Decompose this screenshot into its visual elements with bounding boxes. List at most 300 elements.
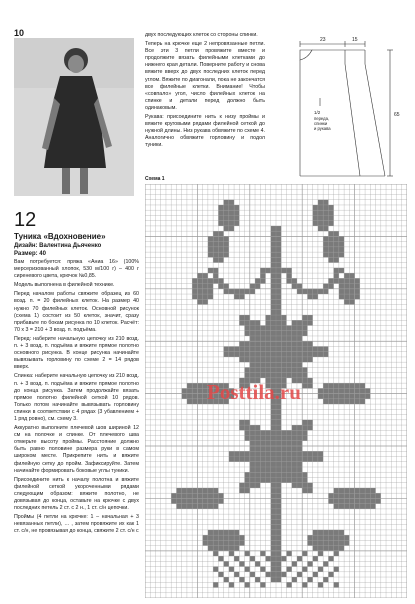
filled-cell — [292, 336, 297, 341]
filled-cell — [213, 488, 218, 493]
filled-cell — [239, 451, 244, 456]
filled-cell — [224, 242, 229, 247]
filled-cell — [250, 430, 255, 435]
filled-cell — [334, 546, 339, 551]
filled-cell — [271, 457, 276, 462]
filled-cell — [297, 467, 302, 472]
filled-cell — [208, 236, 213, 241]
filled-cell — [271, 409, 276, 414]
filled-cell — [339, 504, 344, 509]
filled-cell — [213, 257, 218, 262]
filled-cell — [344, 535, 349, 540]
filled-cell — [339, 268, 344, 273]
filled-cell — [197, 299, 202, 304]
filled-cell — [208, 242, 213, 247]
filled-cell — [213, 273, 218, 278]
filled-cell — [245, 436, 250, 441]
filled-cell — [224, 210, 229, 215]
filled-cell — [176, 498, 181, 503]
filled-cell — [339, 493, 344, 498]
filled-cell — [328, 399, 333, 404]
filled-cell — [171, 493, 176, 498]
filled-cell — [307, 577, 312, 582]
filled-cell — [286, 357, 291, 362]
filled-cell — [328, 215, 333, 220]
filled-cell — [229, 451, 234, 456]
schema-note-1: переда, — [314, 116, 330, 121]
filled-cell — [239, 346, 244, 351]
filled-cell — [334, 278, 339, 283]
filled-cell — [281, 477, 286, 482]
filled-cell — [286, 457, 291, 462]
filled-cell — [218, 231, 223, 236]
filled-cell — [276, 320, 281, 325]
filled-cell — [213, 252, 218, 257]
filled-cell — [239, 535, 244, 540]
filled-cell — [318, 215, 323, 220]
filled-cell — [276, 310, 281, 315]
filled-cell — [203, 493, 208, 498]
filled-cell — [297, 336, 302, 341]
filled-cell — [260, 472, 265, 477]
filled-cell — [297, 289, 302, 294]
filled-cell — [234, 530, 239, 535]
filled-cell — [271, 451, 276, 456]
filled-cell — [302, 383, 307, 388]
filled-cell — [276, 572, 281, 577]
filled-cell — [260, 582, 265, 587]
filled-cell — [276, 577, 281, 582]
filled-cell — [250, 467, 255, 472]
filled-cell — [281, 556, 286, 561]
filled-cell — [203, 488, 208, 493]
filled-cell — [218, 498, 223, 503]
filled-cell — [334, 535, 339, 540]
filled-cell — [276, 446, 281, 451]
filled-cell — [192, 493, 197, 498]
filled-cell — [307, 420, 312, 425]
filled-cell — [339, 294, 344, 299]
filled-cell — [239, 289, 244, 294]
filled-cell — [276, 331, 281, 336]
filled-cell — [208, 504, 213, 509]
filled-cell — [360, 388, 365, 393]
filled-cell — [281, 362, 286, 367]
filled-cell — [276, 315, 281, 320]
pattern-number: 12 — [14, 209, 37, 231]
filled-cell — [328, 257, 333, 262]
filled-cell — [255, 284, 260, 289]
filled-cell — [323, 561, 328, 566]
filled-cell — [218, 530, 223, 535]
filled-cell — [229, 457, 234, 462]
filled-cell — [323, 247, 328, 252]
filled-cell — [266, 315, 271, 320]
filled-cell — [271, 310, 276, 315]
filled-cell — [281, 373, 286, 378]
filled-cell — [276, 352, 281, 357]
filled-cell — [334, 567, 339, 572]
filled-cell — [224, 236, 229, 241]
schema-note-2: спинки — [314, 121, 328, 126]
filled-cell — [245, 320, 250, 325]
filled-cell — [349, 394, 354, 399]
filled-cell — [318, 546, 323, 551]
filled-cell — [276, 362, 281, 367]
filled-cell — [334, 388, 339, 393]
filled-cell — [255, 483, 260, 488]
filled-cell — [281, 436, 286, 441]
filled-cell — [245, 472, 250, 477]
filled-cell — [271, 373, 276, 378]
filled-cell — [250, 436, 255, 441]
filled-cell — [344, 504, 349, 509]
filled-cell — [271, 483, 276, 488]
filled-cell — [302, 488, 307, 493]
filled-cell — [281, 357, 286, 362]
filled-cell — [276, 514, 281, 519]
filled-cell — [328, 242, 333, 247]
filled-cell — [297, 352, 302, 357]
filled-cell — [313, 546, 318, 551]
filled-cell — [271, 352, 276, 357]
filled-cell — [318, 582, 323, 587]
filled-cell — [271, 540, 276, 545]
filled-cell — [328, 221, 333, 226]
filled-cell — [197, 278, 202, 283]
filled-cell — [313, 457, 318, 462]
filled-cell — [250, 320, 255, 325]
filled-cell — [328, 247, 333, 252]
filled-cell — [276, 336, 281, 341]
filled-cell — [334, 252, 339, 257]
filled-cell — [239, 352, 244, 357]
filled-cell — [349, 504, 354, 509]
filled-cell — [355, 388, 360, 393]
filled-cell — [281, 336, 286, 341]
filled-cell — [271, 257, 276, 262]
filled-cell — [271, 493, 276, 498]
filled-cell — [266, 462, 271, 467]
filled-cell — [245, 451, 250, 456]
corners-paragraph: Присоедините нить к началу полотна и вяжите филейной сеткой укороченными рядами следующим образом: вяжите полотно, не довязывая до конца, оставьте на крючке с двух последних петель 2 ст. с 2 н., 1 ст. с/н цепочки. — [14, 476, 139, 512]
filled-cell — [339, 535, 344, 540]
filled-cell — [192, 399, 197, 404]
filled-cell — [245, 420, 250, 425]
filled-cell — [297, 331, 302, 336]
filled-cell — [297, 572, 302, 577]
filled-cell — [286, 268, 291, 273]
filled-cell — [203, 498, 208, 503]
filled-cell — [281, 315, 286, 320]
filled-cell — [224, 346, 229, 351]
filled-cell — [349, 273, 354, 278]
filled-cell — [334, 493, 339, 498]
model-photo — [14, 38, 134, 196]
filled-cell — [266, 430, 271, 435]
filled-cell — [260, 567, 265, 572]
filled-cell — [355, 278, 360, 283]
filled-cell — [239, 540, 244, 545]
filled-cell — [286, 341, 291, 346]
filled-cell — [328, 535, 333, 540]
filled-cell — [349, 488, 354, 493]
filled-cell — [245, 331, 250, 336]
filled-cell — [208, 540, 213, 545]
filled-cell — [276, 462, 281, 467]
filled-cell — [218, 493, 223, 498]
filled-cell — [313, 530, 318, 535]
filled-cell — [292, 430, 297, 435]
filled-cell — [271, 556, 276, 561]
filled-cell — [224, 226, 229, 231]
filled-cell — [355, 289, 360, 294]
filled-cell — [255, 325, 260, 330]
filled-cell — [292, 483, 297, 488]
filled-cell — [229, 582, 234, 587]
designer-line: Дизайн: Валентина Дьяченко — [14, 243, 102, 249]
filled-cell — [318, 567, 323, 572]
filled-cell — [271, 268, 276, 273]
mid-paragraph-1: двух последующих клеток со стороны спинки. — [145, 32, 258, 38]
filled-cell — [271, 331, 276, 336]
filled-cell — [302, 567, 307, 572]
filled-cell — [376, 498, 381, 503]
filled-cell — [297, 346, 302, 351]
filled-cell — [302, 425, 307, 430]
filled-cell — [339, 530, 344, 535]
filled-cell — [245, 425, 250, 430]
mid-paragraph-2: Теперь на крючке еще 2 непровязанные петли. Все эти 3 петли провяжите вместе и продолжите вязать филейными клетками до нижнего края детали. Поверните работу и снова вяжите вверх до двух последних клеток перед углом. Вяжите по диагонали, пока не закончатся все филейные клетки. Внимание! Чтобы «совпало» угол, число филейных клеток на спинке и детали перед должно быть одинаковым. — [145, 41, 265, 111]
filled-cell — [355, 488, 360, 493]
filled-cell — [208, 252, 213, 257]
filled-cell — [187, 388, 192, 393]
filled-cell — [271, 320, 276, 325]
filled-cell — [281, 462, 286, 467]
filled-cell — [334, 488, 339, 493]
filled-cell — [328, 493, 333, 498]
filled-cell — [281, 467, 286, 472]
filled-cell — [229, 535, 234, 540]
filled-cell — [182, 388, 187, 393]
filled-cell — [224, 530, 229, 535]
filled-cell — [271, 441, 276, 446]
filled-cell — [276, 252, 281, 257]
filled-cell — [271, 514, 276, 519]
filled-cell — [292, 362, 297, 367]
filled-cell — [313, 535, 318, 540]
filled-cell — [218, 210, 223, 215]
filled-cell — [276, 236, 281, 241]
filled-cell — [302, 472, 307, 477]
filled-cell — [192, 383, 197, 388]
filled-cell — [271, 226, 276, 231]
filled-cell — [213, 278, 218, 283]
filled-cell — [313, 540, 318, 545]
filled-cell — [271, 284, 276, 289]
filled-cell — [266, 446, 271, 451]
filled-cell — [286, 373, 291, 378]
filled-cell — [323, 200, 328, 205]
filled-cell — [276, 551, 281, 556]
filled-cell — [318, 540, 323, 545]
page-number: 10 — [14, 28, 25, 38]
filled-cell — [276, 325, 281, 330]
filled-cell — [266, 331, 271, 336]
filled-cell — [328, 210, 333, 215]
filled-cell — [276, 420, 281, 425]
filled-cell — [250, 289, 255, 294]
filled-cell — [224, 284, 229, 289]
filled-cell — [213, 551, 218, 556]
filled-cell — [286, 430, 291, 435]
filled-cell — [255, 352, 260, 357]
filled-cell — [203, 278, 208, 283]
filled-cell — [313, 451, 318, 456]
filled-cell — [182, 498, 187, 503]
filled-cell — [339, 289, 344, 294]
filled-cell — [266, 341, 271, 346]
filled-cell — [192, 284, 197, 289]
filled-cell — [297, 451, 302, 456]
filled-cell — [276, 519, 281, 524]
filled-cell — [365, 504, 370, 509]
filled-cell — [271, 430, 276, 435]
filled-cell — [318, 530, 323, 535]
filled-cell — [255, 362, 260, 367]
filled-cell — [328, 284, 333, 289]
filled-cell — [307, 315, 312, 320]
filled-cell — [182, 493, 187, 498]
filled-cell — [260, 373, 265, 378]
filled-cell — [197, 294, 202, 299]
filled-cell — [286, 331, 291, 336]
filled-cell — [323, 242, 328, 247]
filled-cell — [234, 572, 239, 577]
filled-cell — [292, 320, 297, 325]
filled-cell — [250, 367, 255, 372]
filled-cell — [234, 535, 239, 540]
filled-cell — [192, 388, 197, 393]
filled-cell — [255, 373, 260, 378]
filled-cell — [276, 467, 281, 472]
filled-cell — [260, 477, 265, 482]
filled-cell — [302, 331, 307, 336]
filled-cell — [355, 498, 360, 503]
filled-cell — [339, 388, 344, 393]
filled-cell — [276, 226, 281, 231]
filled-cell — [344, 278, 349, 283]
filled-cell — [276, 273, 281, 278]
filled-cell — [307, 289, 312, 294]
filled-cell — [297, 362, 302, 367]
filled-cell — [281, 430, 286, 435]
filled-cell — [245, 488, 250, 493]
filled-cell — [323, 352, 328, 357]
filled-cell — [286, 273, 291, 278]
filled-cell — [276, 425, 281, 430]
filled-cell — [218, 221, 223, 226]
filled-cell — [260, 362, 265, 367]
filled-cell — [255, 451, 260, 456]
filled-cell — [271, 551, 276, 556]
filled-cell — [224, 540, 229, 545]
filled-cell — [260, 441, 265, 446]
filled-cell — [365, 488, 370, 493]
filled-cell — [276, 504, 281, 509]
filled-cell — [260, 278, 265, 283]
filled-cell — [339, 540, 344, 545]
filled-cell — [292, 446, 297, 451]
filled-cell — [360, 394, 365, 399]
filled-cell — [297, 472, 302, 477]
filled-cell — [328, 540, 333, 545]
filled-cell — [307, 561, 312, 566]
filled-cell — [271, 315, 276, 320]
filled-cell — [218, 205, 223, 210]
filled-cell — [318, 394, 323, 399]
filled-cell — [355, 383, 360, 388]
filled-cell — [229, 540, 234, 545]
filled-cell — [292, 341, 297, 346]
filled-cell — [344, 498, 349, 503]
filled-cell — [302, 551, 307, 556]
filled-cell — [334, 268, 339, 273]
filled-cell — [355, 394, 360, 399]
filled-cell — [245, 315, 250, 320]
filled-cell — [208, 546, 213, 551]
filled-cell — [255, 441, 260, 446]
filled-cell — [187, 394, 192, 399]
filled-cell — [307, 383, 312, 388]
filled-cell — [360, 488, 365, 493]
filled-cell — [213, 540, 218, 545]
filled-cell — [266, 477, 271, 482]
filled-cell — [276, 540, 281, 545]
filled-cell — [271, 236, 276, 241]
filled-cell — [281, 352, 286, 357]
filled-cell — [313, 346, 318, 351]
filled-cell — [271, 362, 276, 367]
filled-cell — [318, 200, 323, 205]
filled-cell — [286, 472, 291, 477]
filled-cell — [344, 388, 349, 393]
filled-cell — [250, 457, 255, 462]
schema-ratio: 1/2 — [314, 110, 321, 115]
filled-cell — [239, 294, 244, 299]
filled-cell — [334, 247, 339, 252]
filled-cell — [276, 556, 281, 561]
filled-cell — [328, 572, 333, 577]
filled-cell — [297, 430, 302, 435]
filled-cell — [250, 477, 255, 482]
filled-cell — [187, 383, 192, 388]
filled-cell — [302, 436, 307, 441]
filled-cell — [224, 535, 229, 540]
filled-cell — [229, 205, 234, 210]
filled-cell — [250, 352, 255, 357]
filled-cell — [218, 215, 223, 220]
filled-cell — [234, 289, 239, 294]
filled-cell — [271, 467, 276, 472]
filled-cell — [339, 278, 344, 283]
filled-cell — [276, 268, 281, 273]
filled-cell — [323, 210, 328, 215]
filled-cell — [355, 284, 360, 289]
filled-cell — [229, 289, 234, 294]
filled-cell — [339, 498, 344, 503]
filled-cell — [255, 425, 260, 430]
